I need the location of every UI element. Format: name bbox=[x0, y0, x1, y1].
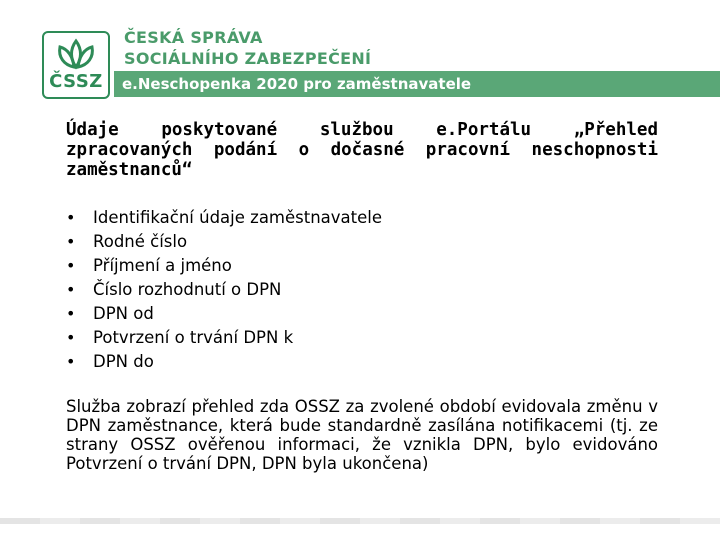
bullet-icon: • bbox=[66, 208, 76, 227]
list-item bbox=[66, 350, 382, 374]
list-item-text: DPN od bbox=[93, 304, 154, 323]
list-item bbox=[66, 302, 382, 326]
list-item bbox=[66, 230, 382, 254]
cssz-leaf-logo-icon bbox=[52, 37, 100, 71]
logo-text: ČSSZ bbox=[49, 71, 103, 92]
list-item bbox=[66, 206, 382, 230]
bullet-list bbox=[66, 206, 382, 374]
list-item-text: Číslo rozhodnutí o DPN bbox=[93, 280, 282, 299]
list-item-text: Identifikační údaje zaměstnavatele bbox=[93, 208, 383, 227]
bullet-icon: • bbox=[66, 304, 76, 323]
list-item-text: Potvrzení o trvání DPN k bbox=[93, 328, 294, 347]
list-item bbox=[66, 326, 382, 350]
list-item-text: Příjmení a jméno bbox=[93, 256, 232, 275]
bullet-icon: • bbox=[66, 352, 76, 371]
list-item-text: Rodné číslo bbox=[93, 232, 188, 251]
organization-name-line1: ČESKÁ SPRÁVA bbox=[124, 28, 263, 47]
organization-name-line2: SOCIÁLNÍHO ZABEZPEČENÍ bbox=[124, 49, 372, 68]
description-paragraph: Služba zobrazí přehled zda OSSZ za zvolené období evidovala změnu v DPN zaměstnance, která bude standardně zasílána notifikacemi (tj. ze strany OSSZ ověřenou informaci, že vznikla DPN, bylo evidováno Potvrzení o trvání DPN, DPN byla ukončena) bbox=[66, 397, 658, 473]
list-item bbox=[66, 278, 382, 302]
footer-divider bbox=[0, 518, 720, 524]
list-item-text: DPN do bbox=[93, 352, 154, 371]
bullet-icon: • bbox=[66, 256, 76, 275]
bullet-icon: • bbox=[66, 280, 76, 299]
list-item bbox=[66, 254, 382, 278]
title-bar bbox=[114, 71, 720, 97]
cssz-logo bbox=[42, 31, 110, 99]
page-title: e.Neschopenka 2020 pro zaměstnavatele bbox=[122, 75, 472, 93]
bullet-icon: • bbox=[66, 328, 76, 347]
bullet-icon: • bbox=[66, 232, 76, 251]
slide-heading: Údaje poskytované službou e.Portálu „Přehled zpracovaných podání o dočasné pracovní neschopnosti zaměstnanců“ bbox=[66, 120, 658, 180]
